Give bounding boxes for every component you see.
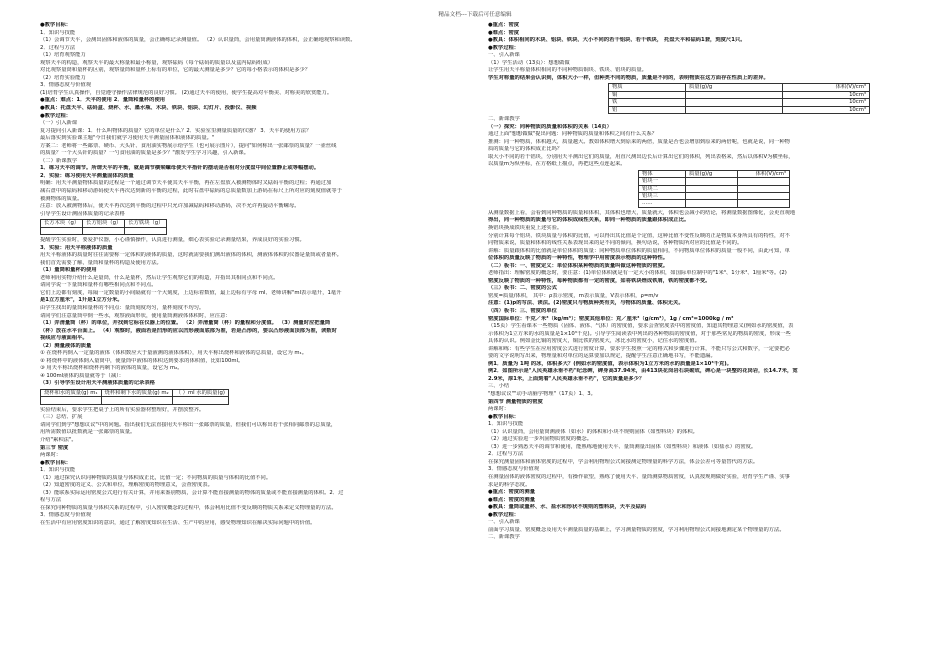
text-line: ●教学过程：	[488, 44, 520, 51]
table-cell: 铁	[609, 99, 686, 106]
text-line: 引导学生设计测固体质量的记录表格	[40, 210, 125, 217]
text-line: (1)培育学生认真操作，自觉遵守操作法律规范的良好习惯。 (2)通过天平的使用，使学生提高对平衡美、对称美的欣赏能力。	[40, 89, 333, 96]
left-column	[40, 22, 455, 528]
table-header-cell: 烧杯和水的质量(g) m₁	[41, 389, 102, 396]
text-line: ●教具：体积相同的木块、铝块、铁块、大小不同的若干铝块、若干铁块， 托盘天平和砝码1套，刻度尺1只。	[488, 37, 746, 44]
text-line: （3）能联系实际运用密度公式进行有关计算，并用来鉴别物质，会计算不能直接测量的物体的质量或不能直接测量的体积。2．过	[40, 489, 344, 496]
left-section-b	[40, 237, 455, 388]
text-line: 例1．质量为 1吨 的冰，体积多大？(例如水的密度值，表示体积为1立方米的水的质量是1×10³千克)。	[488, 360, 732, 367]
table-cell	[686, 178, 738, 185]
table-cell	[41, 227, 83, 234]
table-cell	[686, 91, 783, 98]
text-line: 程与方法	[40, 497, 62, 504]
text-line: 观察天平的构造，观察天平的最大称量和最小称量，观察砝码（每个砝码的质量以及盒内砝码组成）	[40, 59, 274, 66]
text-line: 一、引入新课	[488, 52, 520, 59]
text-line: 3．实验：用天平称液体的质量	[40, 244, 113, 251]
table-row	[639, 193, 790, 200]
text-line: 提醒学生实验时，要爱护仪器，小心谨慎操作，认真进行测量，细心表实验记录测量结果，养成良好的实验习惯。	[40, 237, 305, 244]
table-cell: 体积(V)/cm³	[783, 84, 870, 91]
text-line: ●教学目标：	[40, 22, 72, 28]
text-line: 位体积的质量反映了物质的一种特性，物理学中用密度表示物质的这种特性。	[488, 255, 669, 262]
text-line: （2）培育实验能力	[40, 74, 86, 81]
table-header-cell: 长方铝块（g）	[83, 220, 125, 227]
text-line: （杯）放在水平台面上。 （4）观察时，液面若是凹形的应以凹形液面底部为准，若是凸形的，要以凸形液面顶部为准，读数时	[40, 327, 337, 334]
text-line: （15页）学生看课本一些物质（固体、液体、气体）的密度值，要求会查密度表中的密度值，知道其物理意义(例如水的密度值，表	[488, 323, 794, 330]
text-line: 我们首先需要了解，量筒和量杯的构造及使用方法。	[40, 259, 162, 266]
text-line: ●难点：密度	[488, 29, 520, 36]
text-line: 推测：同一种物质，体积越大，质量越大。教如体积增大到原来的两倍，质量是否也会增加到原来的两倍呢，也就是说，同一种物	[488, 138, 790, 145]
table-cell	[686, 200, 738, 207]
table-header-cell: 烧杯和剩下水的质量(g) m₂	[101, 389, 172, 396]
table-cell: 10cm³	[783, 99, 870, 106]
text-line: ② 将烧杯中的液体倒入量筒中，使量筒中液体的体积达到要求的体积值，比如100ml。	[40, 357, 244, 364]
right-column	[488, 22, 908, 542]
text-line: （2）知道密度的定义、公式和单位，理解密度的物理意义，会查密度表。	[40, 482, 213, 489]
table-cell: 铜	[609, 91, 686, 98]
text-line: （四）板书：三、密度的单位	[488, 307, 557, 314]
text-line: 注意：(1)p的写法、读法。(2)密度只与物质种类有关，与物体的质量、体积无关。	[488, 300, 684, 307]
text-line: 三、小结	[488, 383, 510, 390]
text-line: 1．练习天平的调节。所谓天平的平衡，就是调节横梁螺母使天平指针的摆动是否相对分度盘中间位置静止或等幅摆动。	[40, 165, 320, 172]
text-line: 2．过程与方法	[488, 451, 524, 458]
table-cell: 质量(g)/g	[686, 84, 783, 91]
table-row	[609, 99, 870, 106]
text-line: 在生活中有应用密度知识的意识，通过了解密度知识在生活、生产中的应用，感受物理知识在解决实际问题中的价值。	[40, 519, 316, 526]
text-line: 取大小不同的若干铝块，分别用天平测出它们的质量，用直尺测出边长后计算出它们的体积，列出表格来，然后以体积V为横坐标，	[488, 153, 794, 160]
table-cell: 10cm³	[783, 106, 870, 113]
text-line: 第三节 密度	[40, 444, 69, 451]
text-line: （1）认识量筒，会用量筒测液体（如水）的体积和小块不规则固体（如塑料块）的体积。	[488, 428, 698, 435]
table-row	[639, 200, 790, 207]
text-line: （1）培育观察能力	[40, 52, 86, 59]
text-line: 减右盘中的砝码和移动游码使天平再次达到新的平衡的过程，此时右盘中砝码的总质量数加上游码在标尺上所对应的刻度值就等于	[40, 188, 342, 195]
text-line: 介绍"累积法"。	[40, 436, 77, 443]
text-line: 的质量？一个大头针的质量？一勺食用油的质量是多少？"激发学生学习兴趣，引入新课。	[40, 150, 250, 157]
text-line: ●教具：托盘天平、砝码盒、烧杯、水、墨水瓶、木块、铁块、铝块、幻灯片、投影仪、视频	[40, 105, 257, 112]
table-header-row	[609, 84, 870, 91]
text-line: 用所需数值以批数就是一张邮票的质量。	[40, 429, 136, 436]
text-line: 换铝块换成铁块重复上述实验。	[488, 224, 563, 231]
text-line: 请同学说一下量筒和量杯有哪些相同点和不同点。	[40, 282, 157, 289]
text-line: （1）通过探究认识同种物质的质量与体积成正比，比值一定；不同物质的质量与体积的比值不同。	[40, 474, 272, 481]
text-line: 它们上边都有刻度，每隔一定数量的小间隔就有一个大刻度，上边标着数值，最上边标有字母 ml、老师讲解"ml表示毫升，1毫升	[40, 289, 342, 296]
table-cell	[101, 397, 172, 404]
page-header: 精品文档---下载后可任意编辑	[438, 12, 512, 18]
text-line: ●教学目标：	[488, 413, 520, 420]
text-line: 让学生用天平称量体积相同的不同种物质铜块、铁块、铝块的质量。	[488, 67, 647, 74]
table-header-row	[41, 220, 167, 227]
text-line: 学生对称量的结果会认识到，体积大小一样，但种类不同的物质，质量是不同的，表明物质在这方面存在性质上的差异。	[488, 74, 769, 81]
text-line: ●教学过程：	[488, 511, 520, 518]
table-header-cell: （ ）ml 水的质量(g)	[172, 389, 228, 396]
text-line: （二）新课教学	[40, 157, 78, 164]
table-row	[41, 227, 167, 234]
text-line: （三）总结、扩展	[40, 414, 83, 421]
text-line: （2）通过实验进一步巩固物质密度的概念。	[488, 436, 593, 443]
text-line: 第四节 测量物质的密度	[488, 398, 543, 405]
text-line: （2）测量液体的质量	[40, 342, 92, 349]
text-line: 通过上面"想想做做"提出问题：同种物质的质量和体积之间有什么关系？	[488, 131, 658, 138]
table-cell: 物体	[639, 170, 686, 177]
text-line: 两课时：	[40, 452, 62, 459]
solid-mass-record-table	[40, 219, 167, 235]
text-line: 从测量数据上看，会看到同种物质的质量和体积，其体积也增大，质量就大，体积也会减小的结论，将测量数据图像化，会更直观地	[488, 209, 796, 216]
text-line: 同物质来说，质量和体积的线性关系表现出来的是不同的倾向，换句话说，各种物质所对应的比值是不同的。	[488, 240, 743, 247]
text-line: 2．过程与方法	[40, 44, 76, 51]
table-cell	[686, 193, 738, 200]
text-line: ① 在烧杯内倒入一定量的液体（体积数应大于量液测的液体体积），用天平称出烧杯和液体的总质量，设它为 m₁。	[40, 350, 308, 357]
table-cell	[738, 185, 790, 192]
text-line: ●重点：难点：1．天平的使用 2．量筒和量杯的使用	[40, 97, 166, 104]
text-line: 3．情感态度与价值观	[40, 512, 92, 519]
text-line: 1．知识与技能	[488, 421, 524, 428]
table-header-cell: 长方木块（g）	[41, 220, 83, 227]
text-line: ●教学过程：	[40, 112, 72, 119]
text-line: 1．知识与技能	[40, 467, 76, 474]
text-line: 两课时：	[488, 406, 510, 413]
text-line: ④ 100ml液体的质量就等于（减）：	[40, 372, 125, 379]
text-line: （1）量筒和量杯的使用	[40, 267, 97, 274]
text-line: 视线应与液面相平。	[40, 335, 88, 342]
table-cell	[83, 227, 125, 234]
text-line: 例2．如图所示是"人民英雄永垂不朽"纪念碑，碑身高37.94米，由413块花岗岩石块砌成，碑心是一块整的花岗岩，长14.7米，宽	[488, 368, 798, 375]
text-line: 密度=质量/体积， 其中：ρ表示密度，m表示质量，V表示体积，ρ=m/v	[488, 292, 659, 299]
table-cell: 体积(V)/cm³	[738, 170, 790, 177]
table-row	[639, 185, 790, 192]
table-cell: 铝块一	[639, 178, 686, 185]
text-line: 在探究测量固体和液体密度的过程中，学会利用物理公式间接测定物理量的科学方法，体会公差可等量替代的方法。	[488, 458, 759, 465]
table-cell: 物质	[609, 84, 686, 91]
table-cell	[686, 99, 783, 106]
text-line: ●教具：量筒或量杯、水、盐水和形状不规则的塑料块，天平及砝码	[488, 504, 647, 511]
text-line: （3）引导学生设计用天平测液体质量的记录表格	[40, 380, 155, 387]
text-line: ●教学目标：	[40, 459, 72, 466]
table-cell	[125, 227, 167, 234]
right-section-b	[488, 116, 908, 169]
text-line: 方案二：老师将一些邮票、硬币、大头针、食用油实物展示给学生（也可展示图片），提问"如何称出一张邮票的质量？一壶丝线	[40, 142, 337, 149]
text-line: 明确：用天平测量物体质量的过程是一个通过调节天平使其天平平衡，再在左盘放入被测物体时又砝码平衡的过程；再通过加	[40, 180, 332, 187]
text-line: 讲解和练：有些学生在应用密度公式进行密度计算，要求学生按照一定的格式和步骤进行计算，不能只写公式和数字，一定要把必	[488, 345, 790, 352]
text-line: 示体积为1立方米的水的质量是1×10³千克)。引导学生阅读表中列出的各种物质的密度值，对于那些常见的物质的密度，形成一些	[488, 330, 791, 337]
text-line: 分别计算每个铝块、铁块质量与体积的比值，可以得出其比值是个定值，这种比值不变性反映的正是物质本身所具有的特性，对不	[488, 232, 790, 239]
text-line: 实验结束后，要求学生把桌子上的所有实验器材整理好，并摆放整齐。	[40, 406, 205, 413]
text-line: （3）进一步熟悉天平的调节和使用，能熟练地使用天平、量筒测量出固体（如塑料块）和液体（如盐水）的密度。	[488, 443, 757, 450]
liquid-mass-record-table	[40, 389, 229, 405]
table-cell: 质量(g)/g	[686, 170, 738, 177]
table-row	[609, 106, 870, 113]
text-line: 具体的认识。例如金比铜的密度大，铜比铁的密度大，冰比水的密度小，记住水的密度值。	[488, 338, 700, 345]
table-header-row	[41, 389, 229, 396]
table-cell: 铝	[609, 106, 686, 113]
text-line: 1．知识与技能	[40, 29, 76, 36]
table-cell	[686, 106, 783, 113]
table-cell: 铝块三	[639, 193, 686, 200]
text-line: （三）板书：二、密度的公式	[488, 285, 557, 292]
text-line: 求是的科学态度。	[488, 481, 531, 488]
metal-block-table	[608, 83, 870, 114]
text-line: 2.9米，厚1米，上面刻着"人民英雄永垂不朽"，它的质量是多少？	[488, 375, 645, 382]
text-line: 在测量固体的液体密度的过程中，有操作欲望，熟练了使用天平、量筒测算物质密度，认真按规则做好实验，培育学生严谨、实事	[488, 474, 790, 480]
text-line: 3．情感态度与价值观	[40, 82, 92, 89]
text-line: 请同学们注意量筒中倒一些水，观察液面形状，使用量筒测液体体积时，应注意：	[40, 312, 231, 319]
table-cell	[41, 397, 102, 404]
text-line: 是1立方厘米"，1升是1立方分米。	[40, 297, 123, 304]
text-line: （二）板书：一、密度定义：单位体积某种物质的质量叫做这种物质的密度。	[488, 262, 669, 269]
text-line: 最后落实到实验课主题"今日我们就学习使用天平测量固体和液体的质量。"	[40, 135, 215, 142]
table-cell: 10cm³	[783, 91, 870, 98]
text-line: 由学生找出的量筒和量杯的不同点：量筒刻度均匀，量杯刻度不均匀。	[40, 304, 205, 311]
table-cell: 铝块二	[639, 185, 686, 192]
text-line: 一、引入新课	[488, 519, 520, 526]
text-line: 密度反映了物质的一种特性，每种物质都有一定的密度，如将铁块锉成铁屑，铁的密度都不变。	[488, 277, 711, 284]
text-line: 质的质量与它的体积成正比吗？	[488, 146, 563, 153]
text-line: 2．实验：练习使用天平测量固体的质量	[40, 172, 134, 179]
table-cell	[172, 397, 228, 404]
text-line: ●重点：密度	[488, 22, 520, 28]
text-line: 讲解：质量跟体积的比值就是单位体积的质量：同种物质单位体积的质量相同，不同物质单位体积的质量一般不同，由此可知，单	[488, 247, 790, 254]
text-line: "想想议议""动手动脑学物理"（17页）1、3。	[488, 390, 596, 397]
text-line: 复习提问引入新课：1．什么叫物体的质量？它的单位是什么？2．实验室里测量质量的仪器？ 3．天平的使用方法？	[40, 127, 312, 134]
text-line: （1）学生活动（13页）：想想做做	[488, 59, 570, 66]
text-line: ●难点：密度的测量	[488, 496, 535, 503]
aluminum-block-table	[638, 170, 790, 208]
right-section-c	[488, 210, 908, 542]
left-section-c	[40, 407, 455, 528]
text-line: 请同学们到学"想想议议"中的问题。指出我们无法直接用天平称出一张邮票的质量，但我们可以称出若干张相同邮票的总质量，	[40, 421, 337, 428]
text-line: 要的文字说明写出来，物理量和对单位的运算要加以规定，提醒学生注意正确地书写，不能遗漏。	[488, 353, 716, 360]
table-header-row	[639, 170, 790, 177]
table-header-cell: 长方铁块（g）	[125, 220, 167, 227]
text-line: 老师指出：理解密度的概念时，要注意：(1)单位体积就是有一定大小的体积，如国际单位制中的"1米³、1分米³、1厘米³等。(2)	[488, 270, 787, 277]
text-line: ③ 用天平称出烧杯和烧杯内剩下的液体的质量，设它为 m₂。	[40, 365, 183, 372]
table-cell	[738, 200, 790, 207]
text-line: ●重点：密度的测量	[488, 489, 535, 496]
right-section-a	[488, 22, 908, 82]
table-cell	[738, 178, 790, 185]
table-cell	[738, 193, 790, 200]
text-line: 前面学习质量、密度概念及用天平测量质量的基础上，学习测量物质的密度，学习利用物理公式间接地测定某个物理量的方法。	[488, 526, 785, 533]
left-section-a	[40, 22, 455, 218]
text-line: 密度国际单位：千克／米³（kg/m³）；密度其他单位：克／厘米³（g/cm³），1g / cm³=1000kg / m³	[488, 315, 734, 322]
text-line: 对比观察量筒和量杯的区别，观察量筒和量杯上标有的单位，它的最大测量是多少？它的每小格表示的体积是多少？	[40, 67, 311, 74]
text-line: 用天平称液体的质量时往往需要称一定体积的液体的质量，这时就需要我们测出液体的体积，测液体体积的仪器是量筒或者量杯。	[40, 252, 342, 259]
text-line: 注意：放入被测物体后，使天平再次达到平衡的过程中只允许加减砝码和移动游码，决不允许再旋动平衡螺母。	[40, 203, 300, 210]
text-line: 3．情感态度与价值观	[488, 466, 540, 473]
text-line: 在探究同种物质的质量与体积关系的过程中，引入密度概念的过程中，体会利用比值不变反映的物质关系来定义物理量的方法。	[40, 504, 337, 511]
text-line: （1）会调节天平，会测出固体和液体的质量，会正确练记录测量值。 （2）认识量筒，会用量筒测液体的体积，会正确地观察和读数。	[40, 37, 356, 44]
text-line: 以质量m为纵坐标，在方格纸上描点，再把这些点连起来。	[488, 161, 626, 168]
text-line: 得出，同一种物质的质量与它的体积成线性关系，即同一种物质的质量跟体积成正比。	[488, 217, 690, 224]
table-row	[609, 91, 870, 98]
text-line: 老师利用实物介绍什么是量筒，什么是量杯，然后让学生观察它们的构造，并指出其相同点和不同点。	[40, 274, 279, 281]
text-line: 二、新课教学	[488, 534, 520, 541]
text-line: （1）弄清量筒（杯）的单位，并找到它标在仪器上的位置。 （2）弄清量筒（杯）的量程和分度值。 （3）测量时应把量筒	[40, 320, 331, 327]
table-cell	[686, 185, 738, 192]
table-row	[41, 397, 229, 404]
table-cell: ……	[639, 200, 686, 207]
text-line: （一）探究：同种物质的质量和体积的关系（14页）	[488, 123, 612, 130]
table-row	[639, 178, 790, 185]
text-line: （一）引入新课	[40, 120, 78, 127]
text-line: 被测物体的质量。	[40, 195, 83, 202]
text-line: 二、新课教学	[488, 116, 520, 122]
